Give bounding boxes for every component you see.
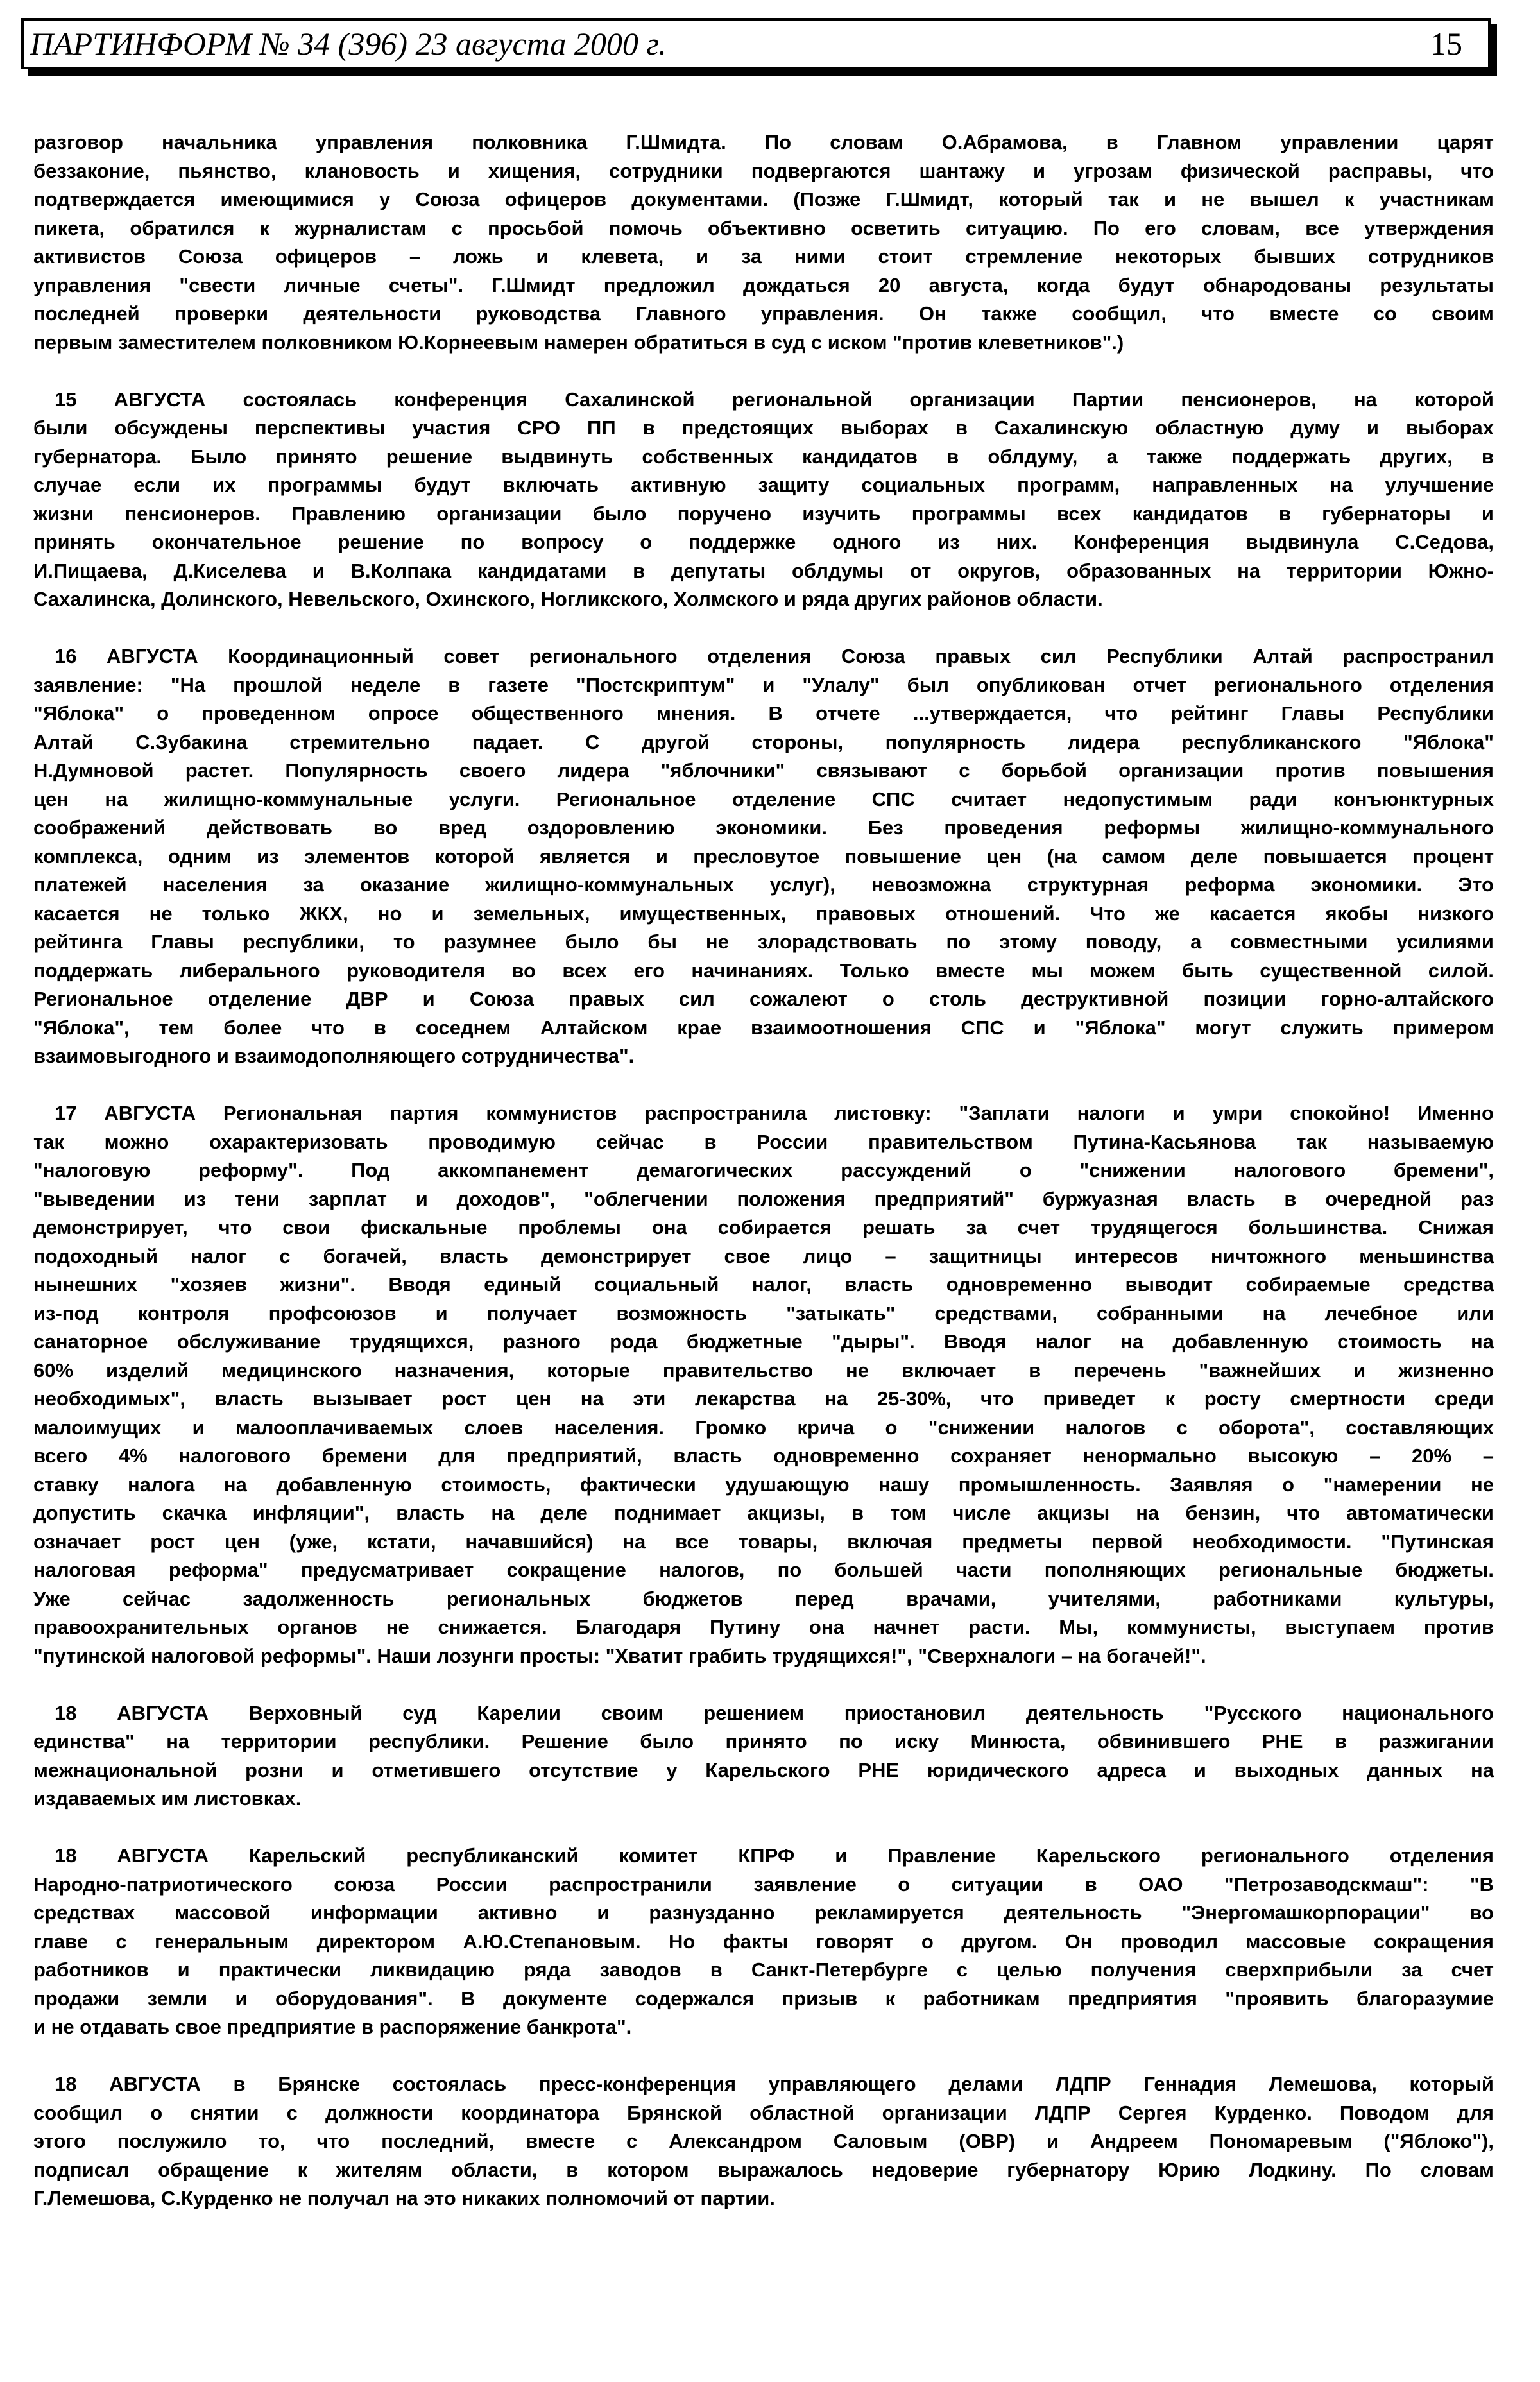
text-line: губернатора. Было принято решение выдвинуть собственных кандидатов в облдуму, а также поддержать других, в <box>33 445 1494 468</box>
text-line: подписал обращение к жителям области, в котором выражалось недоверие губернатору Юрию Лодкину. По словам <box>33 2158 1494 2181</box>
text-line: жизни пенсионеров. Правлению организации было поручено изучить программы всех кандидатов в губернаторы и <box>33 502 1494 525</box>
text-line: касается не только ЖКХ, но и земельных, имущественных, правовых отношений. Что же касается якобы низкого <box>33 902 1494 925</box>
text-line: этого послужило то, что последний, вместе с Александром Саловым (ОВР) и Андреем Пономаревым ("Яблоко"), <box>33 2130 1494 2152</box>
news-paragraph <box>33 2070 1494 2213</box>
text-line: "выведении из тени зарплат и доходов", "облегчении положения предприятий" буржуазная власть в очередной раз <box>33 1187 1494 1210</box>
text-line: так можно охарактеризовать проводимую сейчас в России правительством Путина-Касьянова так называемую <box>33 1130 1494 1153</box>
text-line: И.Пищаева, Д.Киселева и В.Колпака кандидатами в депутаты облдумы от округов, образованных на территории Южно- <box>33 559 1494 582</box>
text-line: разговор начальника управления полковника Г.Шмидта. По словам О.Абрамова, в Главном управлении царят <box>33 131 1494 153</box>
text-line: Н.Думновой растет. Популярность своего лидера "яблочники" связывают с борьбой организации против повышения <box>33 759 1494 782</box>
text-line: сообщил о снятии с должности координатора Брянской областной организации ЛДПР Сергея Курденко. Поводом для <box>33 2101 1494 2124</box>
text-line: допустить скачка инфляции", власть на деле поднимает акцизы, в том числе акцизы на бензин, что автоматически <box>33 1502 1494 1524</box>
text-line: демонстрирует, что свои фискальные проблемы она собирается решать за счет трудящегося большинства. Снижая <box>33 1216 1494 1238</box>
text-line: были обсуждены перспективы участия СРО ПП в предстоящих выборах в Сахалинскую областную думу и выборах <box>33 416 1494 439</box>
text-line: означает рост цен (уже, кстати, начавшийся) на все товары, включая предметы первой необходимости. "Путинская <box>33 1530 1494 1553</box>
text-line: беззаконие, пьянство, клановость и хищения, сотрудники подвергаются шантажу и угрозам физической расправы, что <box>33 159 1494 182</box>
text-line: принять окончательное решение по вопросу о поддержке одного из них. Конференция выдвинула С.Седова, <box>33 531 1494 553</box>
text-line: "налоговую реформу". Под аккомпанемент демагогических рассуждений о "снижении налогового бремени", <box>33 1159 1494 1181</box>
text-line: подтверждается имеющимися у Союза офицеров документами. (Позже Г.Шмидт, который так и не вышел к участникам <box>33 188 1494 210</box>
text-line: поддержать либерального руководителя во всех его начинаниях. Только вместе мы можем быть существенной силой. <box>33 959 1494 982</box>
page-header <box>21 18 1491 69</box>
text-line: Г.Лемешова, С.Курденко не получал на это никаких полномочий от партии. <box>33 2187 775 2209</box>
text-line: Сахалинска, Долинского, Невельского, Охинского, Ногликского, Холмского и ряда других районов области. <box>33 588 1103 610</box>
text-line: 17 АВГУСТА Региональная партия коммунистов распространила листовку: "Заплати налоги и умри спокойно! Именно <box>55 1102 1494 1124</box>
text-line: из-под контроля профсоюзов и получает возможность "затыкать" средствами, собранными на лечебное или <box>33 1301 1494 1324</box>
text-line: подоходный налог с богачей, власть демонстрирует свое лицо – защитницы интересов ничтожного меньшинства <box>33 1244 1494 1267</box>
text-line: 15 АВГУСТА состоялась конференция Сахалинской региональной организации Партии пенсионеров, на которой <box>55 388 1494 411</box>
text-line: "путинской налоговой реформы". Наши лозунги просты: "Хватит грабить трудящихся!", "Сверхналоги – на богачей!". <box>33 1644 1206 1667</box>
news-paragraph <box>33 128 1494 357</box>
news-paragraph <box>33 1842 1494 2042</box>
text-line: Региональное отделение ДВР и Союза правых сил сожалеют о столь деструктивной позиции горно-алтайского <box>33 988 1494 1010</box>
text-line: межнациональной розни и отметившего отсутствие у Карельского РНЕ юридического адреса и выходных данных на <box>33 1758 1494 1781</box>
text-line: средствах массовой информации активно и разнузданно рекламируется деятельность "Энергомашкорпорации" во <box>33 1901 1494 1924</box>
text-line: активистов Союза офицеров – ложь и клевета, и за ними стоит стремление некоторых бывших сотрудников <box>33 245 1494 268</box>
page-number: 15 <box>1430 26 1462 62</box>
text-line: нынешних "хозяев жизни". Вводя единый социальный налог, власть одновременно выводит собираемые средства <box>33 1273 1494 1296</box>
text-line: 18 АВГУСТА Верховный суд Карелии своим решением приостановил деятельность "Русского национального <box>55 1701 1494 1724</box>
text-line: комплекса, одним из элементов которой является и пресловутое повышение цен (на самом деле повышается процент <box>33 844 1494 868</box>
text-line: необходимых", власть вызывает рост цен на эти лекарства на 25-30%, что приведет к росту смертности среди <box>33 1387 1494 1410</box>
text-line: рейтинга Главы республики, то разумнее было бы не злорадствовать по этому поводу, а совместными усилиями <box>33 930 1494 953</box>
text-line: 16 АВГУСТА Координационный совет регионального отделения Союза правых сил Республики Алтай распространил <box>55 645 1494 667</box>
text-line: правоохранительных органов не снижается. Благодаря Путину она начнет расти. Мы, коммунисты, выступаем против <box>33 1616 1494 1638</box>
text-line: 18 АВГУСТА в Брянске состоялась пресс-конференция управляющего делами ЛДПР Геннадия Лемешова, который <box>55 2073 1494 2095</box>
text-line: случае если их программы будут включать активную защиту социальных программ, направленных на улучшение <box>33 474 1494 496</box>
text-line: Народно-патриотического союза России распространили заявление о ситуации в ОАО "Петрозаводскмаш": "В <box>33 1872 1494 1896</box>
text-line: санаторное обслуживание трудящихся, разного рода бюджетные "дыры". Вводя налог на добавленную стоимость на <box>33 1330 1494 1353</box>
text-line: взаимовыгодного и взаимодополняющего сотрудничества". <box>33 1045 635 1067</box>
text-line: главе с генеральным директором А.Ю.Степановым. Но факты говорят о другом. Он проводил массовые сокращения <box>33 1930 1494 1953</box>
text-line: 60% изделий медицинского назначения, которые правительство не включает в перечень "важнейших и жизненно <box>33 1358 1494 1382</box>
text-line: соображений действовать во вред оздоровлению экономики. Без проведения реформы жилищно-коммунального <box>33 816 1494 839</box>
text-line: единства" на территории республики. Решение было принято по иску Минюста, обвинившего РНЕ в разжигании <box>33 1730 1494 1752</box>
text-line: всего 4% налогового бремени для предприятий, власть одновременно сохраняет ненормально высокую – 20% – <box>33 1444 1494 1467</box>
text-line: последней проверки деятельности руководства Главного управления. Он также сообщил, что вместе со своим <box>33 302 1494 325</box>
text-line: издаваемых им листовках. <box>33 1787 302 1810</box>
text-line: продажи земли и оборудования". В документе содержался призыв к работникам предприятия "проявить благоразумие <box>33 1987 1494 2010</box>
text-line: малоимущих и малооплачиваемых слоев населения. Громко крича о "снижении налогов с оборота", составляющих <box>33 1416 1494 1439</box>
news-paragraph <box>33 1699 1494 1813</box>
news-paragraph <box>33 1099 1494 1670</box>
article-body <box>33 128 1494 2241</box>
text-line: первым заместителем полковником Ю.Корнеевым намерен обратиться в суд с иском "против клеветников".) <box>33 330 1124 354</box>
text-line: пикета, обратился к журналистам с просьбой помочь объективно осветить ситуацию. По его словам, все утверждения <box>33 216 1494 239</box>
text-line: 18 АВГУСТА Карельский республиканский комитет КПРФ и Правление Карельского регионального отделения <box>55 1844 1494 1867</box>
news-paragraph <box>33 642 1494 1071</box>
text-line: налоговая реформа" предусматривает сокращение налогов, по большей части пополняющих региональные бюджеты. <box>33 1559 1494 1581</box>
news-paragraph <box>33 386 1494 614</box>
text-line: цен на жилищно-коммунальные услуги. Региональное отделение СПС считает недопустимым ради конъюнктурных <box>33 787 1494 810</box>
text-line: управления "свести личные счеты". Г.Шмидт предложил дождаться 20 августа, когда будут обнародованы результаты <box>33 273 1494 296</box>
text-line: ставку налога на добавленную стоимость, фактически удушающую нашу промышленность. Заявляя о "намерении не <box>33 1473 1494 1496</box>
text-line: заявление: "На прошлой неделе в газете "Постскриптум" и "Улалу" был опубликован отчет регионального отделения <box>33 673 1494 696</box>
text-line: "Яблока" о проведенном опросе общественного мнения. В отчете ...утверждается, что рейтинг Главы Республики <box>33 702 1494 724</box>
text-line: "Яблока", тем более что в соседнем Алтайском крае взаимоотношения СПС и "Яблока" могут служить примером <box>33 1016 1494 1039</box>
publication-title: ПАРТИНФОРМ № 34 (396) 23 августа 2000 г. <box>30 26 667 62</box>
text-line: платежей населения за оказание жилищно-коммунальных услуг), невозможна структурная реформа экономики. Это <box>33 873 1494 896</box>
text-line: и не отдавать свое предприятие в распоряжение банкрота". <box>33 2016 632 2038</box>
text-line: работников и практически ликвидацию ряда заводов в Санкт-Петербурге с целью получения сверхприбыли за счет <box>33 1958 1494 1981</box>
text-line: Алтай С.Зубакина стремительно падает. С другой стороны, популярность лидера республиканского "Яблока" <box>33 730 1494 753</box>
text-line: Уже сейчас задолженность региональных бюджетов перед врачами, учителями, работниками культуры, <box>33 1587 1494 1610</box>
